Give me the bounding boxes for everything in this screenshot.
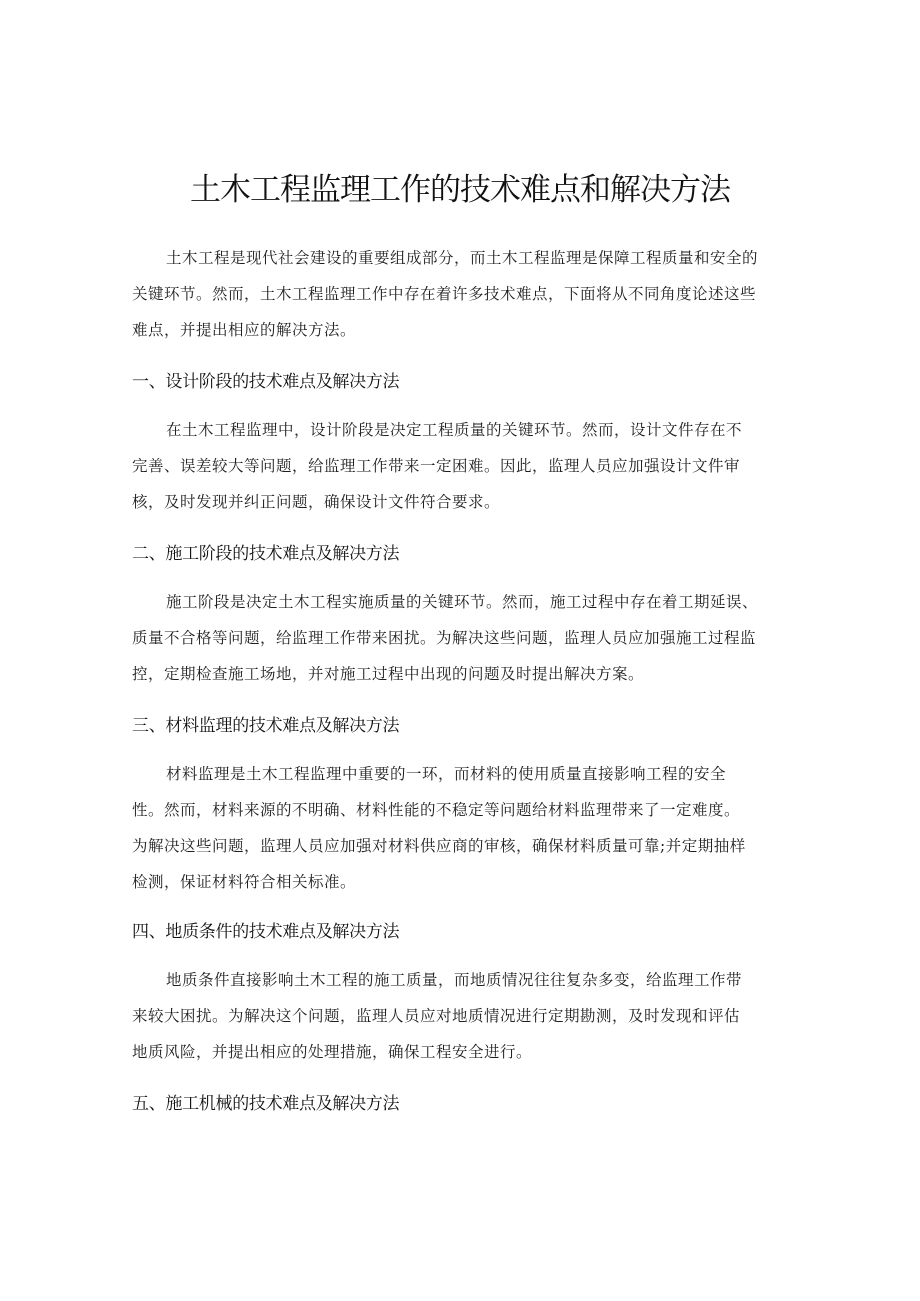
document-title: 土木工程监理工作的技术难点和解决方法 xyxy=(190,172,730,208)
paragraph-line: 关键环节。然而，土木工程监理工作中存在着许多技术难点，下面将从不同角度论述这些 xyxy=(132,285,757,303)
paragraph-line: 来较大困扰。为解决这个问题，监理人员应对地质情况进行定期勘测，及时发现和评估 xyxy=(132,1007,741,1025)
paragraph-line: 在土木工程监理中，设计阶段是决定工程质量的关键环节。然而，设计文件存在不 xyxy=(166,421,743,439)
section-heading-1: 一、设计阶段的技术难点及解决方法 xyxy=(132,372,400,392)
paragraph-line: 材料监理是土木工程监理中重要的一环，而材料的使用质量直接影响工程的安全 xyxy=(166,765,727,783)
paragraph-line: 土木工程是现代社会建设的重要组成部分，而土木工程监理是保障工程质量和安全的 xyxy=(166,249,759,267)
section-paragraph-3 xyxy=(132,756,796,900)
section-paragraph-4 xyxy=(132,962,796,1070)
paragraph-line: 地质条件直接影响土木工程的施工质量，而地质情况往往复杂多变，给监理工作带 xyxy=(166,971,743,989)
paragraph-line: 质量不合格等问题，给监理工作带来困扰。为解决这些问题，监理人员应加强施工过程监 xyxy=(132,629,757,647)
paragraph-line: 施工阶段是决定土木工程实施质量的关键环节。然而，施工过程中存在着工期延误、 xyxy=(166,593,759,611)
section-paragraph-1 xyxy=(132,412,796,520)
section-heading-4: 四、地质条件的技术难点及解决方法 xyxy=(132,922,400,942)
section-heading-2: 二、施工阶段的技术难点及解决方法 xyxy=(132,544,400,564)
section-paragraph-2 xyxy=(132,584,796,692)
paragraph-line: 性。然而，材料来源的不明确、材料性能的不稳定等问题给材料监理带来了一定难度。 xyxy=(132,801,741,819)
paragraph-line: 完善、误差较大等问题，给监理工作带来一定困难。因此，监理人员应加强设计文件审 xyxy=(132,457,741,475)
paragraph-line: 检测，保证材料符合相关标准。 xyxy=(132,873,357,891)
paragraph-line: 为解决这些问题，监理人员应加强对材料供应商的审核，确保材料质量可靠;并定期抽样 xyxy=(132,837,746,855)
paragraph-line: 地质风险，并提出相应的处理措施，确保工程安全进行。 xyxy=(132,1043,533,1061)
paragraph-line: 控，定期检查施工场地，并对施工过程中出现的问题及时提出解决方案。 xyxy=(132,665,645,683)
section-heading-3: 三、材料监理的技术难点及解决方法 xyxy=(132,716,400,736)
intro-paragraph xyxy=(132,240,796,348)
paragraph-line: 核，及时发现并纠正问题，确保设计文件符合要求。 xyxy=(132,493,501,511)
section-heading-5: 五、施工机械的技术难点及解决方法 xyxy=(132,1094,400,1114)
paragraph-line: 难点，并提出相应的解决方法。 xyxy=(132,321,357,339)
